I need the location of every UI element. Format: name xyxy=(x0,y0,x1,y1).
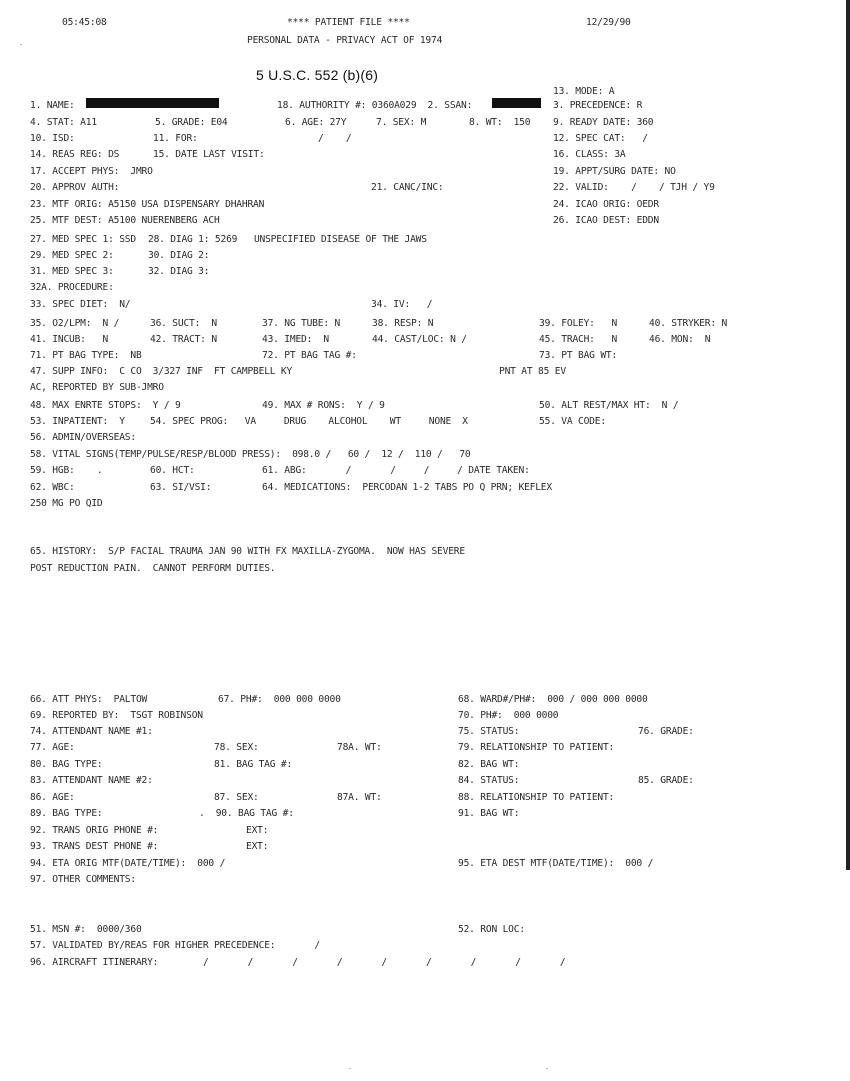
field-12-spec-cat: 12. SPEC CAT: / xyxy=(553,133,648,144)
field-31-med-spec-3: 31. MED SPEC 3: xyxy=(30,266,114,277)
field-26-icao-dest: 26. ICAO DEST: EDDN xyxy=(553,215,659,226)
field-90-bag-tag: . 90. BAG TAG #: xyxy=(199,808,294,819)
field-54-spec-prog: 54. SPEC PROG: VA DRUG ALCOHOL WT NONE X xyxy=(150,416,468,427)
field-11-for-value: / / xyxy=(318,133,352,144)
field-39-foley: 39. FOLEY: N xyxy=(539,318,618,329)
field-23-mtf-orig: 23. MTF ORIG: A5150 USA DISPENSARY DHAHRAN xyxy=(30,199,265,210)
field-97-other-comments: 97. OTHER COMMENTS: xyxy=(30,874,136,885)
field-47-supp-info-line2: AC, REPORTED BY SUB-JMRO xyxy=(30,382,164,393)
field-55-va-code: 55. VA CODE: xyxy=(539,416,606,427)
field-10-isd: 10. ISD: xyxy=(30,133,75,144)
field-5-grade: 5. GRADE: E04 xyxy=(155,117,228,128)
field-48-max-enrte-stops: 48. MAX ENRTE STOPS: Y / 9 xyxy=(30,400,181,411)
field-29-med-spec-2: 29. MED SPEC 2: xyxy=(30,250,114,261)
field-64-medications-cont: 250 MG PO QID xyxy=(30,498,103,509)
field-53-inpatient: 53. INPATIENT: Y xyxy=(30,416,125,427)
field-77-age: 77. AGE: xyxy=(30,742,75,753)
field-82-bag-wt: 82. BAG WT: xyxy=(458,759,520,770)
document-title: **** PATIENT FILE **** xyxy=(287,17,410,28)
field-16-class: 16. CLASS: 3A xyxy=(553,149,626,160)
field-11-for: 11. FOR: xyxy=(153,133,198,144)
field-14-reas-reg: 14. REAS REG: DS xyxy=(30,149,120,160)
field-91-bag-wt: 91. BAG WT: xyxy=(458,808,520,819)
field-25-mtf-dest: 25. MTF DEST: A5100 NUERENBERG ACH xyxy=(30,215,220,226)
field-4-stat: 4. STAT: A11 xyxy=(30,117,97,128)
field-79-relationship: 79. RELATIONSHIP TO PATIENT: xyxy=(458,742,615,753)
field-87-sex: 87. SEX: xyxy=(214,792,259,803)
field-21-canc-inc: 21. CANC/INC: xyxy=(371,182,444,193)
privacy-act-subtitle: PERSONAL DATA - PRIVACY ACT OF 1974 xyxy=(247,35,443,46)
field-93-ext: EXT: xyxy=(246,841,269,852)
field-76-grade: 76. GRADE: xyxy=(638,726,694,737)
field-81-bag-tag: 81. BAG TAG #: xyxy=(214,759,293,770)
field-1-name: 1. NAME: xyxy=(30,100,75,111)
field-92-ext: EXT: xyxy=(246,825,269,836)
field-38-resp: 38. RESP: N xyxy=(372,318,434,329)
field-24-icao-orig: 24. ICAO ORIG: OEDR xyxy=(553,199,659,210)
field-19-appt-surg-date: 19. APPT/SURG DATE: NO xyxy=(553,166,676,177)
field-30-diag-2: 30. DIAG 2: xyxy=(148,250,210,261)
field-94-eta-orig: 94. ETA ORIG MTF(DATE/TIME): 000 / xyxy=(30,858,226,869)
field-95-eta-dest: 95. ETA DEST MTF(DATE/TIME): 000 / xyxy=(458,858,654,869)
field-96-aircraft-itinerary: 96. AIRCRAFT ITINERARY: xyxy=(30,957,159,968)
field-60-hct: 60. HCT: xyxy=(150,465,195,476)
field-46-mon: 46. MON: N xyxy=(649,334,711,345)
field-83-attendant-name-2: 83. ATTENDANT NAME #2: xyxy=(30,775,153,786)
field-88-relationship: 88. RELATIONSHIP TO PATIENT: xyxy=(458,792,615,803)
field-69-reported-by: 69. REPORTED BY: TSGT ROBINSON xyxy=(30,710,203,721)
field-89-bag-type: 89. BAG TYPE: xyxy=(30,808,103,819)
field-37-ng-tube: 37. NG TUBE: N xyxy=(262,318,341,329)
field-32-diag-3: 32. DIAG 3: xyxy=(148,266,210,277)
field-66-att-phys: 66. ATT PHYS: PALTOW xyxy=(30,694,148,705)
field-63-si-vsi: 63. SI/VSI: xyxy=(150,482,212,493)
field-59-hgb: 59. HGB: . xyxy=(30,465,103,476)
field-52-ron-loc: 52. RON LOC: xyxy=(458,924,525,935)
field-28-diag-1: 28. DIAG 1: 5269 UNSPECIFIED DISEASE OF THE JAWS xyxy=(148,234,427,245)
scan-edge-shadow xyxy=(846,0,850,870)
field-72-pt-bag-tag: 72. PT BAG TAG #: xyxy=(262,350,357,361)
field-44-cast-loc: 44. CAST/LOC: N / xyxy=(372,334,467,345)
scan-speck xyxy=(20,44,22,45)
field-56-admin-overseas: 56. ADMIN/OVERSEAS: xyxy=(30,432,136,443)
field-27-med-spec-1: 27. MED SPEC 1: SSD xyxy=(30,234,136,245)
field-80-bag-type: 80. BAG TYPE: xyxy=(30,759,103,770)
field-45-trach: 45. TRACH: N xyxy=(539,334,618,345)
scan-speck xyxy=(349,1068,351,1069)
scan-speck xyxy=(546,1068,548,1069)
field-32a-procedure: 32A. PROCEDURE: xyxy=(30,282,114,293)
field-71-pt-bag-type: 71. PT BAG TYPE: NB xyxy=(30,350,142,361)
field-86-age: 86. AGE: xyxy=(30,792,75,803)
field-49-max-rons: 49. MAX # RONS: Y / 9 xyxy=(262,400,385,411)
field-33-spec-diet: 33. SPEC DIET: N/ xyxy=(30,299,131,310)
field-85-grade: 85. GRADE: xyxy=(638,775,694,786)
field-93-trans-dest-phone: 93. TRANS DEST PHONE #: xyxy=(30,841,159,852)
print-date: 12/29/90 xyxy=(586,17,631,28)
field-70-ph: 70. PH#: 000 0000 xyxy=(458,710,559,721)
field-73-pt-bag-wt: 73. PT BAG WT: xyxy=(539,350,618,361)
field-3-precedence: 3. PRECEDENCE: R xyxy=(553,100,643,111)
field-6-age: 6. AGE: 27Y xyxy=(285,117,347,128)
field-8-wt: 8. WT: 150 xyxy=(469,117,531,128)
field-15-date-last-visit: 15. DATE LAST VISIT: xyxy=(153,149,265,160)
field-47-supp-info: 47. SUPP INFO: C CO 3/327 INF FT CAMPBELL KY xyxy=(30,366,293,377)
field-84-status: 84. STATUS: xyxy=(458,775,520,786)
field-43-imed: 43. IMED: N xyxy=(262,334,329,345)
field-7-sex: 7. SEX: M xyxy=(376,117,427,128)
field-67-ph: 67. PH#: 000 000 0000 xyxy=(218,694,341,705)
field-34-iv: 34. IV: / xyxy=(371,299,433,310)
field-50-alt-rest: 50. ALT REST/MAX HT: N / xyxy=(539,400,679,411)
field-22-valid: 22. VALID: / / TJH / Y9 xyxy=(553,182,715,193)
field-75-status: 75. STATUS: xyxy=(458,726,520,737)
field-35-o2-lpm: 35. O2/LPM: N / xyxy=(30,318,120,329)
field-51-msn: 51. MSN #: 0000/360 xyxy=(30,924,142,935)
field-78-sex: 78. SEX: xyxy=(214,742,259,753)
ssan-redaction-bar xyxy=(492,98,541,108)
name-redaction-bar xyxy=(86,98,219,108)
foia-exemption-stamp: 5 U.S.C. 552 (b)(6) xyxy=(256,67,379,83)
field-42-tract: 42. TRACT: N xyxy=(150,334,217,345)
field-74-attendant-name-1: 74. ATTENDANT NAME #1: xyxy=(30,726,153,737)
field-87a-wt: 87A. WT: xyxy=(337,792,382,803)
field-41-incub: 41. INCUB: N xyxy=(30,334,109,345)
field-58-vital-signs: 58. VITAL SIGNS(TEMP/PULSE/RESP/BLOOD PRESS): 098.0 / 60 / 12 / 110 / 70 xyxy=(30,449,471,460)
field-13-mode: 13. MODE: A xyxy=(553,86,615,97)
field-40-stryker: 40. STRYKER: N xyxy=(649,318,728,329)
print-time: 05:45:08 xyxy=(62,17,107,28)
field-17-accept-phys: 17. ACCEPT PHYS: JMRO xyxy=(30,166,153,177)
field-65-history-cont: POST REDUCTION PAIN. CANNOT PERFORM DUTIES. xyxy=(30,563,276,574)
field-68-ward-ph: 68. WARD#/PH#: 000 / 000 000 0000 xyxy=(458,694,648,705)
field-61-abg: 61. ABG: / / / / DATE TAKEN: xyxy=(262,465,530,476)
field-92-trans-orig-phone: 92. TRANS ORIG PHONE #: xyxy=(30,825,159,836)
field-96-itinerary-slots: / / / / / / / / / xyxy=(203,957,566,968)
field-9-ready-date: 9. READY DATE: 360 xyxy=(553,117,654,128)
field-18-authority-2-ssan: 18. AUTHORITY #: 0360A029 2. SSAN: xyxy=(277,100,473,111)
field-57-validated-by: 57. VALIDATED BY/REAS FOR HIGHER PRECEDENCE: / xyxy=(30,940,320,951)
field-47-supp-info-cont: PNT AT 85 EV xyxy=(499,366,566,377)
field-62-wbc: 62. WBC: xyxy=(30,482,75,493)
field-36-suct: 36. SUCT: N xyxy=(150,318,217,329)
field-65-history: 65. HISTORY: S/P FACIAL TRAUMA JAN 90 WITH FX MAXILLA-ZYGOMA. NOW HAS SEVERE xyxy=(30,546,465,557)
field-78a-wt: 78A. WT: xyxy=(337,742,382,753)
field-64-medications: 64. MEDICATIONS: PERCODAN 1-2 TABS PO Q PRN; KEFLEX xyxy=(262,482,552,493)
field-20-approv-auth: 20. APPROV AUTH: xyxy=(30,182,120,193)
